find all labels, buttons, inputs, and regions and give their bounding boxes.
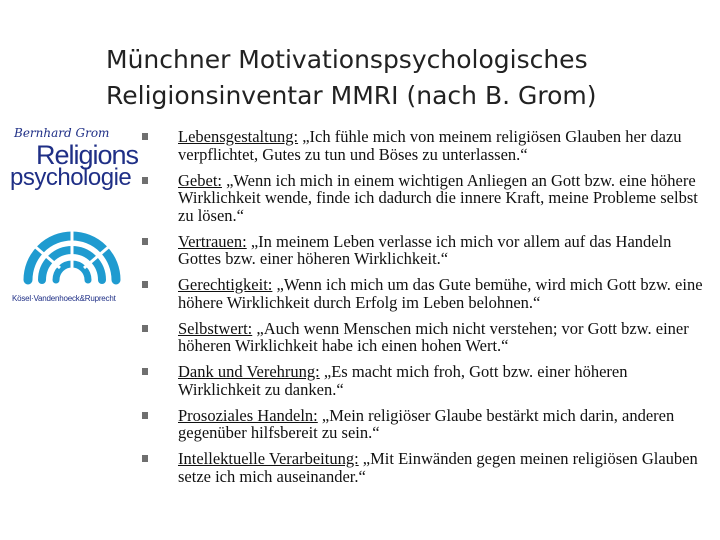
list-item [138,233,714,268]
square-bullet-icon [142,281,148,288]
book-cover [8,126,139,306]
item-term: Prosoziales Handeln: [178,405,318,425]
item-term: Selbstwert: [178,318,253,338]
book-title-word-2: psychologie [10,164,132,191]
item-term: Lebensgestaltung: [178,127,299,146]
book-author: Bernhard Grom [14,126,110,140]
square-bullet-icon [142,368,148,375]
list-item [138,172,714,225]
item-term: Gebet: [178,170,222,190]
concentric-arcs-logo [8,198,136,290]
title-line-2: Religionsinventar MMRI (nach B. Grom) [106,81,597,110]
item-quote: „Wenn ich mich in einem wichtigen Anliegen an Gott bzw. eine höhere Wirklichkeit wende, finde ich dadurch die innere Kraft, meine Probleme selbst zu lösen.“ [178,170,698,225]
list-item [138,407,714,442]
item-quote: „Wenn ich mich um das Gute bemühe, wird mich Gott bzw. eine höhere Wirklichkeit durch Erfolg im Leben belohnen.“ [178,275,703,312]
list-item [138,363,714,398]
item-quote: „In meinem Leben verlasse ich mich vor allem auf das Handeln Gottes bzw. einer höheren Wirklichkeit.“ [178,231,672,268]
item-quote: „Es macht mich froh, Gott bzw. einer höheren Wirklichkeit zu danken.“ [178,362,628,399]
book-title-word-1: Religions [36,140,139,170]
item-term: Vertrauen: [178,231,247,251]
square-bullet-icon [142,325,148,332]
item-term: Intellektuelle Verarbeitung: [178,449,359,468]
square-bullet-icon [142,412,148,419]
list-item [138,450,714,485]
list-item [138,320,714,355]
item-term: Gerechtigkeit: [178,275,273,294]
item-quote: „Mit Einwänden gegen meinen religiösen Glauben setze ich mich auseinander.“ [178,449,698,486]
square-bullet-icon [142,177,148,184]
item-quote: „Ich fühle mich von meinem religiösen Glauben her dazu verpflichtet, Gutes zu tun und Böses zu unterlassen.“ [178,127,682,164]
motive-list [138,128,714,494]
item-quote: „Auch wenn Menschen mich nicht verstehen; vor Gott bzw. einer höheren Wirklichkeit habe ich einen hohen Wert.“ [178,318,689,355]
book-publisher: Kösel·Vandenhoeck&Ruprecht [12,294,116,303]
item-quote: „Mein religiöser Glaube bestärkt mich darin, anderen gegenüber hilfsbereit zu sein.“ [178,405,675,442]
item-term: Dank und Verehrung: [178,362,320,381]
list-item [138,276,714,311]
square-bullet-icon [142,133,148,140]
square-bullet-icon [142,455,148,462]
title-line-1: Münchner Motivationspsychologisches [106,45,588,74]
square-bullet-icon [142,238,148,245]
list-item [138,128,714,163]
slide-title [106,42,706,114]
